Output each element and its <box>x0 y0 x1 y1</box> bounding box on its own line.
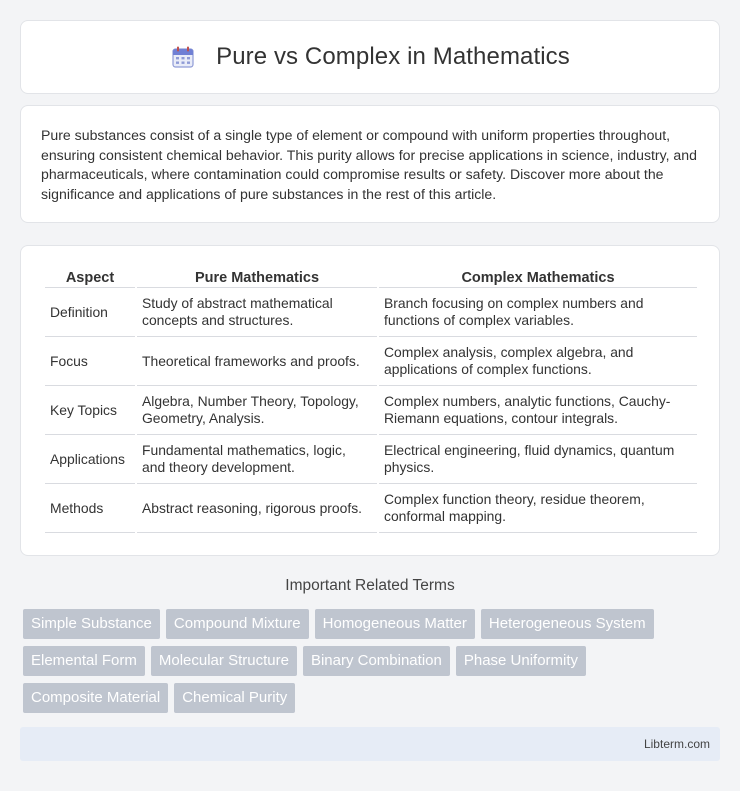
table-cell-pure: Study of abstract mathematical concepts and structures. <box>137 288 377 337</box>
related-term-tag[interactable]: Molecular Structure <box>151 646 297 676</box>
table-cell-complex: Branch focusing on complex numbers and functions of complex variables. <box>379 288 697 337</box>
table-cell-complex: Electrical engineering, fluid dynamics, quantum physics. <box>379 435 697 484</box>
table-cell-aspect: Methods <box>45 484 135 533</box>
related-term-tag[interactable]: Phase Uniformity <box>456 646 586 676</box>
footer-site-link[interactable]: Libterm.com <box>643 737 710 751</box>
table-cell-aspect: Focus <box>45 337 135 386</box>
table-header-row <box>45 266 697 288</box>
header-card <box>20 20 720 94</box>
comparison-table-card <box>20 245 720 556</box>
related-term-tag[interactable]: Elemental Form <box>23 646 145 676</box>
table-cell-pure: Algebra, Number Theory, Topology, Geometry, Analysis. <box>137 386 377 435</box>
table-cell-pure: Abstract reasoning, rigorous proofs. <box>137 484 377 533</box>
footer <box>20 727 720 761</box>
column-header-aspect: Aspect <box>45 266 135 288</box>
table-cell-pure: Theoretical frameworks and proofs. <box>137 337 377 386</box>
table-cell-aspect: Key Topics <box>45 386 135 435</box>
related-term-tag[interactable]: Binary Combination <box>303 646 450 676</box>
related-term-tag[interactable]: Chemical Purity <box>174 683 295 713</box>
table-cell-aspect: Definition <box>45 288 135 337</box>
table-row <box>45 484 697 533</box>
calendar-icon <box>170 44 196 70</box>
related-terms-title: Important Related Terms <box>285 577 455 594</box>
intro-paragraph: Pure substances consist of a single type of element or compound with uniform properties throughout, ensuring consistent chemical behavior. This purity allows for precise applications in science, industry, and pharmaceuticals, where contamination could compromise results or safety. Discover more about the significance and applications of pure substances in the rest of this article. <box>41 127 697 202</box>
table-cell-complex: Complex numbers, analytic functions, Cauchy-Riemann equations, contour integrals. <box>379 386 697 435</box>
table-cell-complex: Complex function theory, residue theorem, conformal mapping. <box>379 484 697 533</box>
table-row <box>45 435 697 484</box>
table-row <box>45 288 697 337</box>
related-term-tag[interactable]: Heterogeneous System <box>481 609 654 639</box>
header <box>170 43 570 71</box>
column-header-complex: Complex Mathematics <box>379 266 697 288</box>
page-title: Pure vs Complex in Mathematics <box>216 43 570 70</box>
column-header-pure: Pure Mathematics <box>137 266 377 288</box>
related-term-tag[interactable]: Compound Mixture <box>166 609 309 639</box>
table-cell-aspect: Applications <box>45 435 135 484</box>
related-term-tag[interactable]: Simple Substance <box>23 609 160 639</box>
comparison-table <box>43 266 699 533</box>
table-cell-complex: Complex analysis, complex algebra, and applications of complex functions. <box>379 337 697 386</box>
intro-card <box>20 105 720 223</box>
related-terms-list <box>23 609 713 713</box>
related-term-tag[interactable]: Composite Material <box>23 683 168 713</box>
table-row <box>45 386 697 435</box>
table-row <box>45 337 697 386</box>
table-cell-pure: Fundamental mathematics, logic, and theory development. <box>137 435 377 484</box>
related-term-tag[interactable]: Homogeneous Matter <box>315 609 475 639</box>
